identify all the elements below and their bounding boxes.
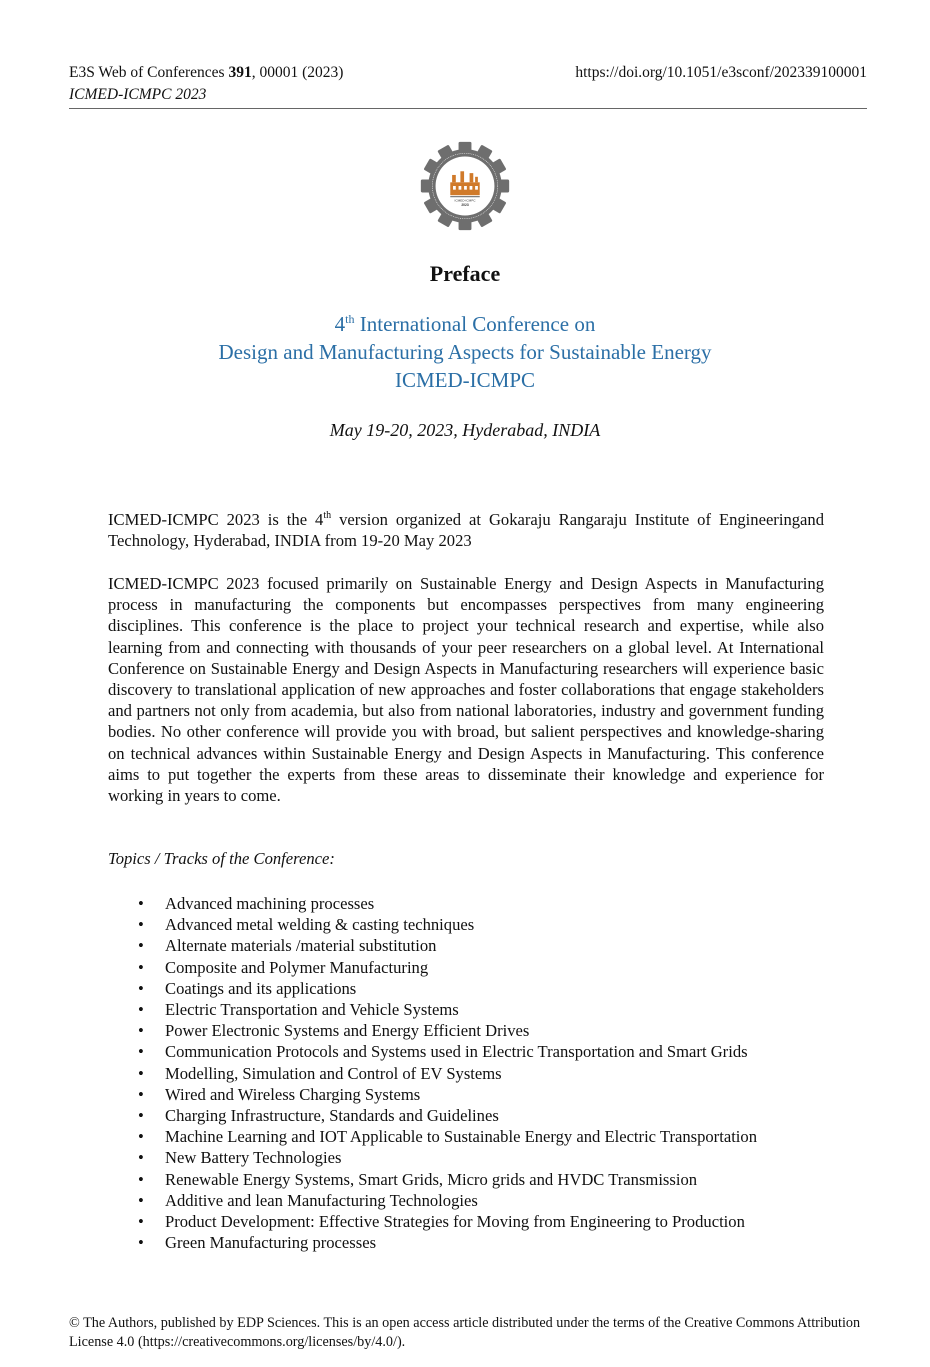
doi-link[interactable]: https://doi.org/10.1051/e3sconf/202339100001 — [575, 64, 867, 81]
list-item — [108, 1190, 824, 1211]
bullet-icon: • — [138, 1084, 144, 1104]
bullet-icon: • — [138, 1233, 144, 1253]
list-item — [108, 1232, 824, 1253]
intro-paragraph — [108, 509, 824, 551]
article-number: , 00001 (2023) — [251, 64, 344, 81]
bullet-icon: • — [138, 915, 144, 935]
list-item-text: Product Development: Effective Strategies for Moving from Engineering to Production — [165, 1212, 745, 1232]
conference-title-line3: ICMED-ICMPC — [394, 368, 536, 392]
list-item — [108, 1147, 824, 1168]
list-item — [108, 1169, 824, 1190]
conference-title-line1 — [0, 310, 930, 338]
intro-text-start: ICMED-ICMPC 2023 is the 4 — [108, 510, 324, 529]
bullet-icon: • — [138, 978, 144, 998]
intro-text-end: version organized at Gokaraju Rangaraju Institute of Engineeringand Technology, Hyderabad, INDIA from 19-20 May 2023 — [108, 510, 825, 551]
list-item — [108, 1126, 824, 1147]
list-item — [108, 957, 824, 978]
bullet-icon: • — [138, 1148, 144, 1168]
running-header-left — [69, 62, 343, 106]
bullet-icon: • — [138, 1106, 144, 1126]
list-item — [108, 1084, 824, 1105]
conference-gear-logo-icon — [419, 140, 511, 232]
header-divider — [69, 108, 867, 109]
list-item — [108, 935, 824, 956]
list-item-text: Power Electronic Systems and Energy Efficient Drives — [165, 1021, 530, 1041]
list-item — [108, 1041, 824, 1062]
list-item — [108, 1063, 824, 1084]
list-item-text: Communication Protocols and Systems used in Electric Transportation and Smart Grids — [165, 1042, 748, 1062]
journal-name: E3S Web of Conferences — [69, 64, 229, 81]
conference-title — [0, 310, 930, 394]
conference-title-line1-text: International Conference on — [354, 312, 596, 336]
list-item-text: Additive and lean Manufacturing Technologies — [165, 1190, 478, 1210]
license-footer: © The Authors, published by EDP Sciences. This is an open access article distributed under the terms of the Creative Commons Attribution License 4.0 (https://creativecommons.org/licenses/by/4.0/). — [69, 1315, 861, 1350]
bullet-icon: • — [138, 936, 144, 956]
logo-year: 2023 — [461, 203, 469, 208]
conference-title-line2: Design and Manufacturing Aspects for Sustainable Energy — [218, 340, 712, 364]
list-item — [108, 1020, 824, 1041]
bullet-icon: • — [138, 1000, 144, 1020]
list-item-text: Machine Learning and IOT Applicable to Sustainable Energy and Electric Transportation — [165, 1127, 758, 1147]
list-item-text: Renewable Energy Systems, Smart Grids, Micro grids and HVDC Transmission — [165, 1169, 698, 1189]
bullet-icon: • — [138, 1063, 144, 1083]
list-item — [108, 999, 824, 1020]
list-item-text: Wired and Wireless Charging Systems — [165, 1084, 421, 1104]
list-item — [108, 914, 824, 935]
page-title: Preface — [429, 261, 501, 286]
list-item — [108, 1105, 824, 1126]
list-item-text: Advanced machining processes — [165, 894, 375, 913]
list-item-text: Advanced metal welding & casting techniques — [165, 915, 475, 935]
conference-ordinal: 4 — [334, 312, 346, 336]
bullet-icon: • — [138, 1190, 144, 1210]
logo-ring-text: ICMED-ICMPC — [454, 198, 476, 203]
bullet-icon: • — [138, 1021, 144, 1041]
list-item — [108, 893, 824, 914]
list-item — [108, 1211, 824, 1232]
bullet-icon: • — [138, 1042, 144, 1062]
bullet-icon: • — [138, 1127, 144, 1147]
list-item-text: Charging Infrastructure, Standards and Guidelines — [165, 1106, 499, 1126]
bullet-icon: • — [138, 894, 144, 913]
conference-ordinal-suffix: th — [345, 312, 355, 326]
list-item-text: Alternate materials /material substitution — [165, 936, 437, 956]
list-item-text: Coatings and its applications — [165, 978, 357, 998]
list-item-text: Modelling, Simulation and Control of EV Systems — [165, 1063, 502, 1083]
list-item-text: New Battery Technologies — [165, 1148, 342, 1168]
topics-heading: Topics / Tracks of the Conference: — [108, 849, 335, 868]
bullet-icon: • — [138, 957, 144, 977]
journal-citation — [69, 62, 343, 84]
volume-number: 391 — [228, 64, 252, 81]
list-item-text: Composite and Polymer Manufacturing — [165, 957, 429, 977]
intro-sup: th — [323, 510, 332, 521]
conference-short-name: ICMED-ICMPC 2023 — [69, 86, 207, 103]
date-location: May 19-20, 2023, Hyderabad, INDIA — [329, 420, 601, 440]
list-item-text: Green Manufacturing processes — [165, 1233, 377, 1253]
topics-list — [108, 893, 824, 1253]
bullet-icon: • — [138, 1169, 144, 1189]
list-item-text: Electric Transportation and Vehicle Systems — [165, 1000, 459, 1020]
description-paragraph: ICMED-ICMPC 2023 focused primarily on Sustainable Energy and Design Aspects in Manufacturing process in manufacturing the components but encompasses perspectives from many engineering disciplines. This conference is the place to project your technical research and expertise, while also learning from and connecting with thousands of your peer researchers on a global level. At International Conference on Sustainable Energy and Design Aspects in Manufacturing researchers will experience basic discovery to translational application of new approaches and foster collaborations that engage stakeholders and partners not only from academia, but also from national laboratories, industry and government funding bodies. No other conference will provide you with broad, but salient perspectives and knowledge-sharing on technical advances within Sustainable Energy and Design Aspects in Manufacturing. This conference aims to put together the experts from these areas to disseminate their knowledge and experience for working in years to come. — [108, 574, 824, 806]
bullet-icon: • — [138, 1212, 144, 1232]
list-item — [108, 978, 824, 999]
